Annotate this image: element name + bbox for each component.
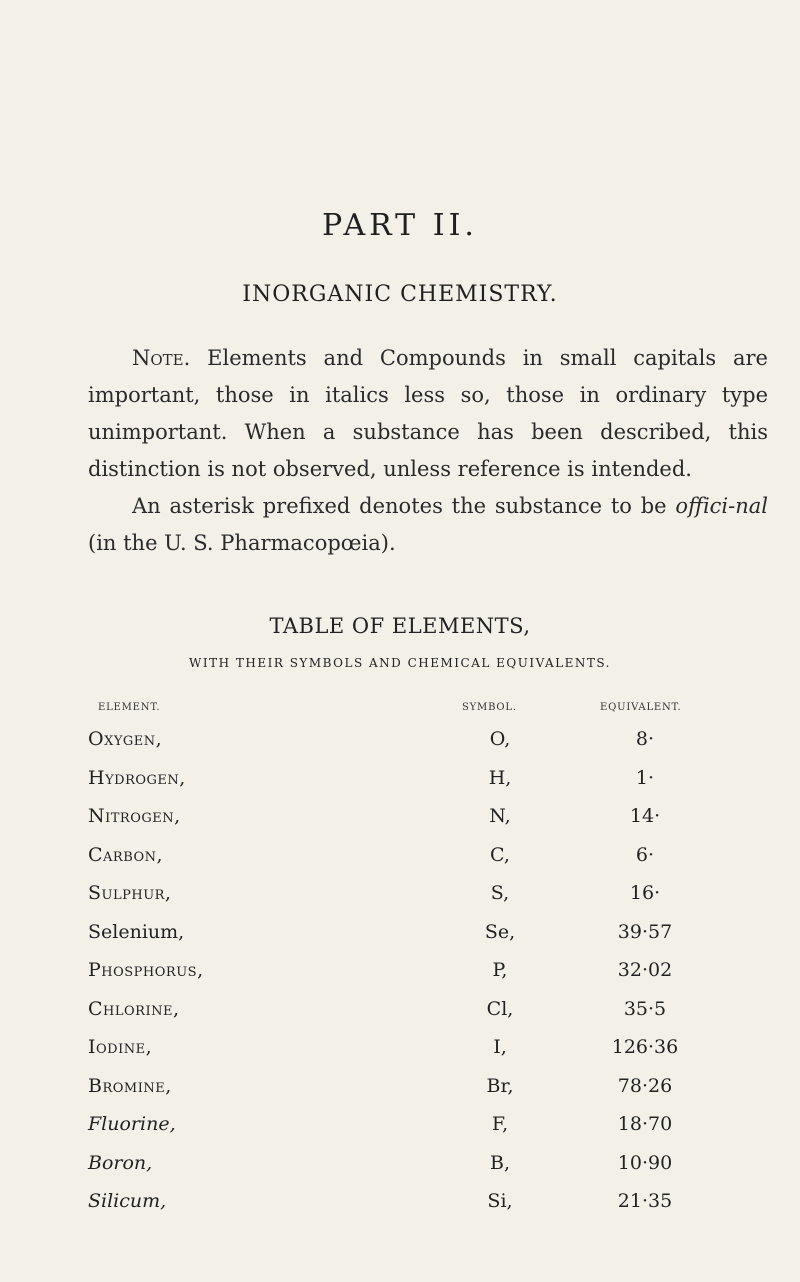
element-equivalent: 39·57 <box>617 920 673 943</box>
note-paragraph-2 <box>88 488 768 562</box>
section-title: INORGANIC CHEMISTRY. <box>242 282 558 307</box>
element-symbol: C, <box>490 843 510 866</box>
element-equivalent: 16· <box>629 882 661 904</box>
element-symbol: I, <box>493 1036 507 1058</box>
element-name: Bromine, <box>88 1074 172 1097</box>
element-symbol: Cl, <box>486 997 514 1020</box>
table-row <box>0 951 800 990</box>
element-equivalent: 35·5 <box>623 997 667 1020</box>
column-header-equivalent: EQUIVALENT. <box>600 702 682 713</box>
element-equivalent: 14· <box>629 805 661 827</box>
element-symbol: O, <box>489 728 511 750</box>
elements-table <box>0 720 800 1221</box>
element-symbol: Se, <box>484 920 516 943</box>
element-name: Nitrogen, <box>88 805 181 827</box>
table-row <box>0 913 800 952</box>
element-equivalent: 78·26 <box>617 1074 673 1097</box>
element-name: Selenium, <box>88 920 185 943</box>
table-row <box>0 874 800 913</box>
part-title: PART II. <box>322 208 478 243</box>
element-symbol: P, <box>492 959 508 981</box>
element-symbol: B, <box>489 1151 510 1174</box>
table-row <box>0 720 800 759</box>
table-subtitle: WITH THEIR SYMBOLS AND CHEMICAL EQUIVALENTS. <box>189 656 611 670</box>
element-name: Phosphorus, <box>88 959 204 981</box>
note-paragraph-1 <box>88 340 768 488</box>
note-p2-italic: offici-nal <box>675 494 768 518</box>
element-symbol: S, <box>490 882 510 904</box>
element-equivalent: 6· <box>635 843 655 866</box>
element-name: Sulphur, <box>88 882 172 904</box>
table-row <box>0 797 800 836</box>
table-row <box>0 1182 800 1221</box>
element-equivalent: 8· <box>635 728 655 750</box>
note-text: Elements and Compounds in small capitals are important, those in italics less so, those in ordinary type unimportant. When a substance has been described, this distinction is not observed, unless reference is intended. <box>88 346 768 481</box>
note-block <box>88 340 768 562</box>
table-row <box>0 1067 800 1106</box>
element-name: Hydrogen, <box>88 766 186 789</box>
element-equivalent: 126·36 <box>611 1036 679 1058</box>
element-name: Chlorine, <box>88 997 180 1020</box>
element-symbol: H, <box>488 766 512 789</box>
element-equivalent: 21·35 <box>617 1190 673 1212</box>
element-name: Silicum, <box>88 1190 167 1212</box>
note-label: Note. <box>132 346 191 370</box>
table-row <box>0 1144 800 1183</box>
element-equivalent: 32·02 <box>617 959 673 981</box>
table-row <box>0 836 800 875</box>
table-row <box>0 1105 800 1144</box>
element-symbol: Si, <box>487 1190 513 1212</box>
element-symbol: N, <box>489 805 511 827</box>
table-title: TABLE OF ELEMENTS, <box>269 614 531 638</box>
element-name: Carbon, <box>88 843 164 866</box>
element-equivalent: 10·90 <box>617 1151 673 1174</box>
element-name: Boron, <box>88 1151 153 1174</box>
element-equivalent: 1· <box>635 766 655 789</box>
element-symbol: Br, <box>486 1074 514 1097</box>
element-name: Fluorine, <box>88 1113 176 1135</box>
element-name: Oxygen, <box>88 728 163 750</box>
table-row <box>0 1028 800 1067</box>
column-header-symbol: SYMBOL. <box>462 702 517 713</box>
element-name: Iodine, <box>88 1036 153 1058</box>
column-header-element: ELEMENT. <box>98 702 161 713</box>
element-symbol: F, <box>491 1113 509 1135</box>
table-row <box>0 990 800 1029</box>
note-p2-end: (in the U. S. Pharmacopœia). <box>88 531 396 555</box>
note-p2-start: An asterisk prefixed denotes the substance to be <box>132 494 676 518</box>
element-equivalent: 18·70 <box>617 1113 673 1135</box>
table-row <box>0 759 800 798</box>
